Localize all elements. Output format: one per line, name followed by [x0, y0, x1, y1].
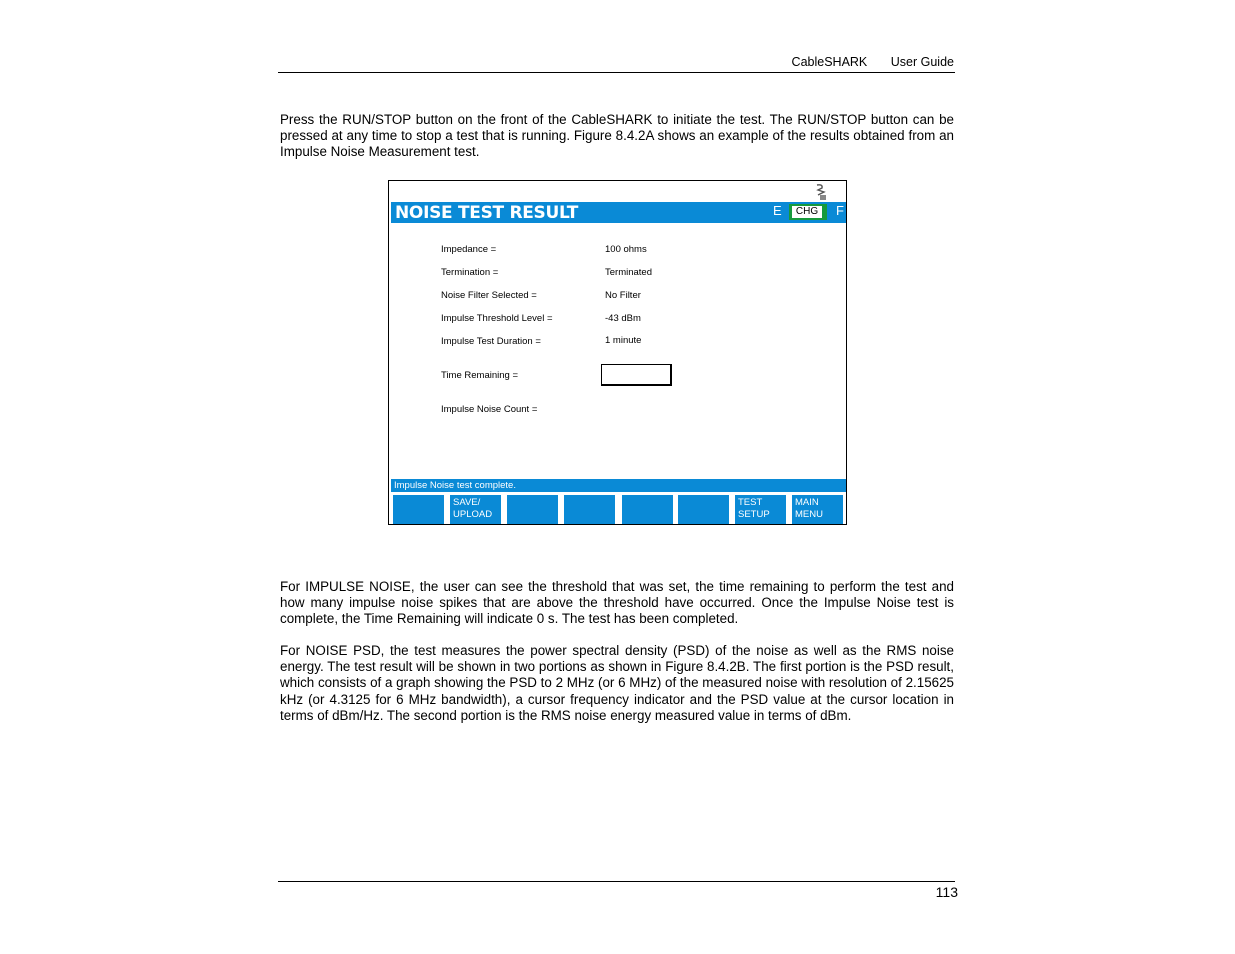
main-menu-softkey[interactable]: [792, 495, 843, 524]
chg-label: CHG: [792, 206, 822, 218]
impedance-value: 100 ohms: [605, 244, 647, 255]
save-upload-softkey[interactable]: [450, 495, 501, 524]
noise-filter-label: Noise Filter Selected =: [441, 290, 537, 301]
softkey-line: UPLOAD: [453, 509, 493, 520]
time-remaining-field: [601, 364, 672, 386]
screen-title: NOISE TEST RESULT: [395, 203, 579, 223]
duration-label: Impulse Test Duration =: [441, 336, 541, 347]
test-setup-softkey[interactable]: [735, 495, 786, 524]
page-number: 113: [935, 884, 958, 900]
softkey-1[interactable]: [393, 495, 444, 524]
header-rule: [278, 72, 955, 73]
softkey-line: TEST: [738, 497, 763, 508]
threshold-value: -43 dBm: [605, 313, 641, 324]
softkey-4[interactable]: [564, 495, 615, 524]
chg-badge: [789, 204, 827, 220]
duration-value: 1 minute: [605, 335, 642, 346]
psd-paragraph: For NOISE PSD, the test measures the power spectral density (PSD) of the noise as well as the RMS noise energy. The test result will be shown in two portions as shown in Figure 8.4.2B. The first portion is the PSD result, which consists of a graph showing the PSD to 2 MHz (or 6 MHz) of the measured noise with resolution of 2.15625 kHz (or 4.3125 for 6 MHz bandwidth), a cursor frequency indicator and the PSD value at the cursor location in terms of dBm/Hz. The second portion is the RMS noise energy measured value in terms of dBm.: [280, 643, 954, 723]
header-product: CableSHARK: [791, 55, 868, 69]
header-doc-title: User Guide: [890, 55, 954, 69]
softkey-5[interactable]: [622, 495, 673, 524]
footer-rule: [278, 881, 955, 882]
impedance-label: Impedance =: [441, 244, 497, 255]
time-remaining-label: Time Remaining =: [441, 370, 518, 381]
noise-count-label: Impulse Noise Count =: [441, 404, 538, 415]
title-bar: [391, 202, 846, 223]
intro-paragraph: Press the RUN/STOP button on the front of the CableSHARK to initiate the test. The RUN/STOP button can be pressed at any time to stop a test that is running. Figure 8.4.2A shows an example of the results obtained from an Impulse Noise Measurement test.: [280, 112, 954, 160]
status-text: Impulse Noise test complete.: [394, 480, 516, 491]
softkey-6[interactable]: [678, 495, 729, 524]
impulse-paragraph: For IMPULSE NOISE, the user can see the threshold that was set, the time remaining to perform the test and how many impulse noise spikes that are above the threshold have occurred. Once the Impulse Noise test is complete, the Time Remaining will indicate 0 s. The test has been completed.: [280, 579, 954, 627]
threshold-label: Impulse Threshold Level =: [441, 313, 553, 324]
noise-filter-value: No Filter: [605, 290, 641, 301]
indicator-e: E: [773, 203, 782, 218]
termination-value: Terminated: [605, 267, 652, 278]
softkey-3[interactable]: [507, 495, 558, 524]
softkey-line: MAIN: [795, 497, 819, 508]
softkey-line: SETUP: [738, 509, 770, 520]
termination-label: Termination =: [441, 267, 499, 278]
indicator-f: F: [836, 203, 844, 218]
page-header: [772, 55, 954, 69]
softkey-line: SAVE/: [453, 497, 481, 508]
softkey-line: MENU: [795, 509, 823, 520]
status-bar: [391, 479, 846, 492]
noise-test-result-screen: [388, 180, 847, 525]
connection-plug-icon: [813, 183, 829, 201]
